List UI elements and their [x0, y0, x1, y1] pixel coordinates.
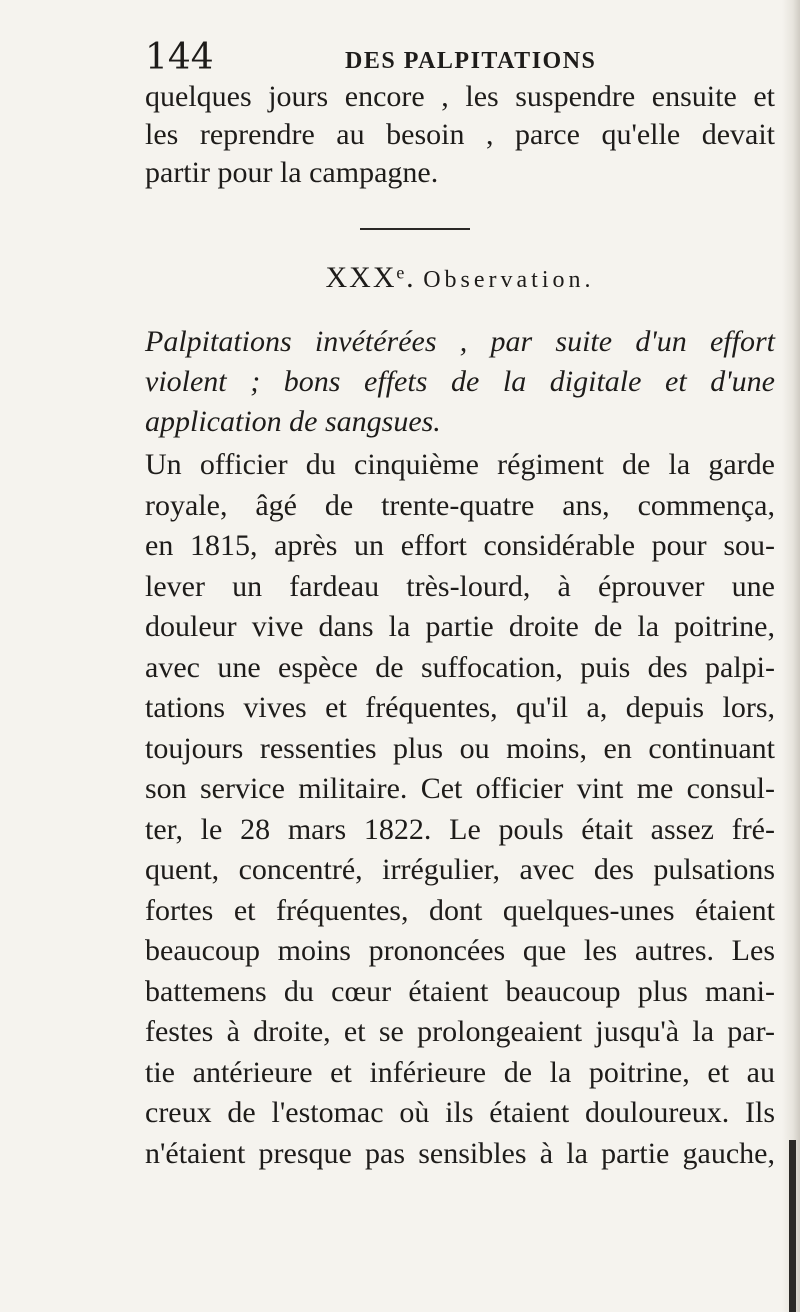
running-title: DES PALPITATIONS: [345, 48, 597, 74]
observation-number: XXXᵉ.: [325, 261, 416, 294]
case-line: avec une espèce de suffocation, puis des palpi-: [145, 650, 775, 684]
binding-shadow: [789, 1140, 796, 1312]
case-line: tations vives et fréquentes, qu'il a, depuis lors,: [145, 691, 775, 724]
intro-paragraph: [145, 78, 775, 192]
case-line: lever un fardeau très-lourd, à éprouver une: [145, 569, 775, 603]
case-line: Un officier du cinquième régiment de la garde: [145, 448, 775, 481]
case-line: douleur vive dans la partie droite de la poitrine,: [145, 610, 775, 643]
intro-line: quelques jours encore , les suspendre ensuite et: [145, 80, 775, 113]
case-line: quent, concentré, irrégulier, avec des pulsations: [145, 853, 775, 886]
case-paragraph: [145, 445, 775, 1174]
case-line: royale, âgé de trente-quatre ans, commença,: [145, 488, 775, 522]
subtitle-line: application de sangsues.: [145, 405, 441, 438]
intro-line: les reprendre au besoin , parce qu'elle devait: [145, 118, 775, 151]
case-line: tie antérieure et inférieure de la poitrine, et au: [145, 1055, 775, 1089]
page-number: 144: [145, 37, 214, 78]
case-line: beaucoup moins prononcées que les autres. Les: [145, 934, 775, 967]
case-line: festes à droite, et se prolongeaient jusqu'à la par-: [145, 1015, 775, 1048]
case-line: n'étaient presque pas sensibles à la partie gauche,: [145, 1136, 775, 1170]
observation-subtitle: [145, 322, 775, 442]
page-edge: [782, 0, 800, 1312]
observation-label: Observation.: [423, 267, 595, 293]
case-line: creux de l'estomac où ils étaient douloureux. Ils: [145, 1096, 775, 1129]
subtitle-line: Palpitations invétérées , par suite d'un effort: [145, 325, 775, 358]
section-divider: [360, 228, 470, 230]
observation-heading: [145, 258, 775, 300]
case-line: en 1815, après un effort considérable pour sou-: [145, 529, 775, 562]
case-line: ter, le 28 mars 1822. Le pouls était assez fré-: [145, 812, 775, 846]
case-line: battemens du cœur étaient beaucoup plus mani-: [145, 974, 775, 1008]
intro-line: partir pour la campagne.: [145, 156, 439, 189]
case-line: toujours ressenties plus ou moins, en continuant: [145, 731, 775, 765]
running-head: [145, 38, 785, 78]
case-line: son service militaire. Cet officier vint me consul-: [145, 772, 775, 805]
case-line: fortes et fréquentes, dont quelques-unes étaient: [145, 893, 775, 927]
subtitle-line: violent ; bons effets de la digitale et d'une: [145, 365, 775, 398]
